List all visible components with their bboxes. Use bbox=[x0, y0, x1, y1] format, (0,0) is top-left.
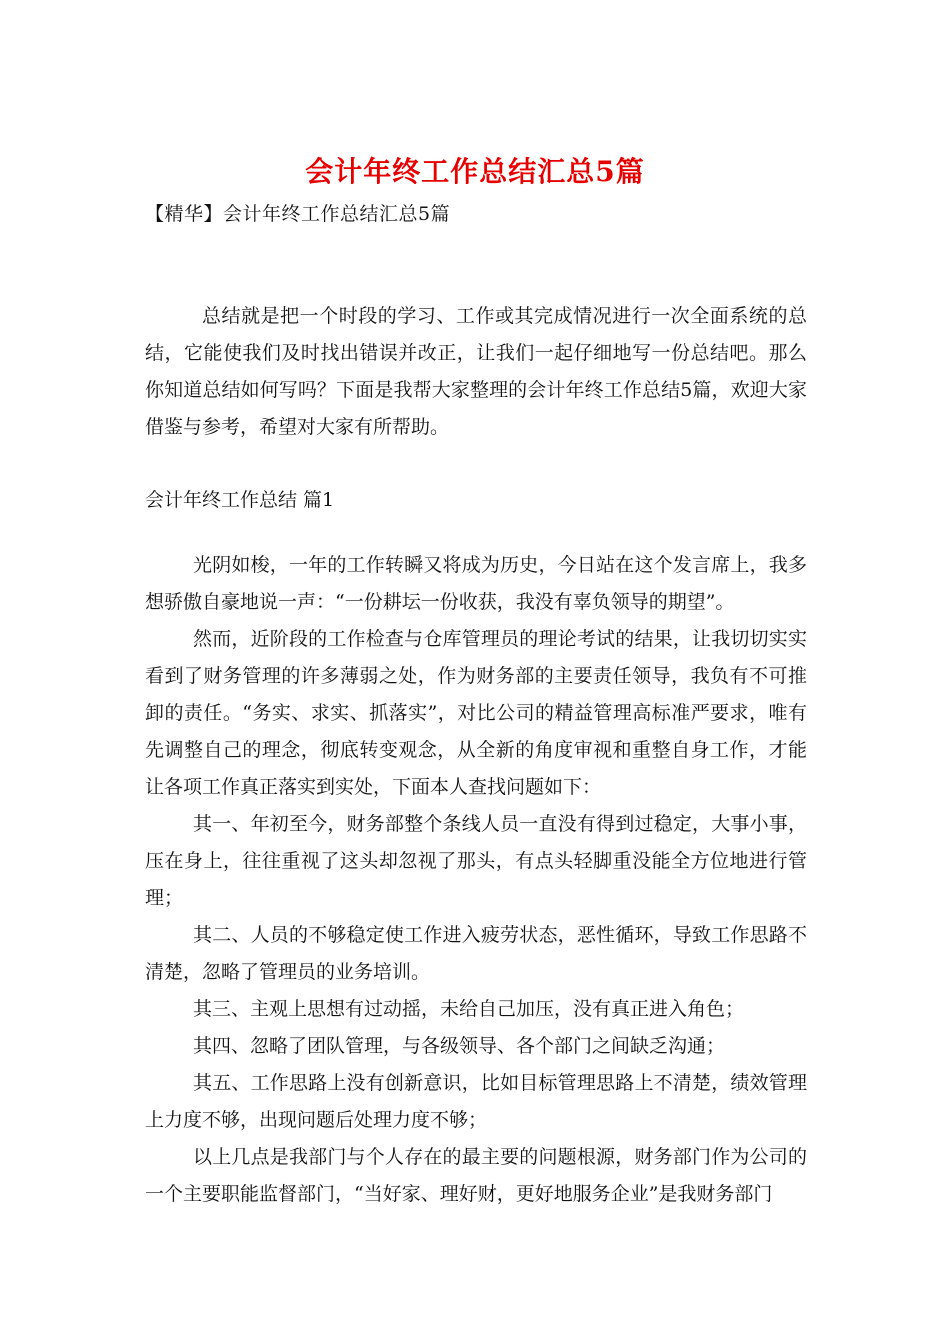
body-paragraph: 然而，近阶段的工作检查与仓库管理员的理论考试的结果，让我切切实实看到了财务管理的许多薄弱之处，作为财务部的主要责任领导，我负有不可推卸的责任。“务实、求实、抓落实”，对比公司的精益管理高标准严要求，唯有先调整自己的理念，彻底转变观念，从全新的角度审视和重整自身工作，才能让各项工作真正落实到实处，下面本人查找问题如下： bbox=[145, 628, 807, 798]
document-title: 会计年终工作总结汇总5篇 bbox=[305, 155, 645, 188]
body-paragraph: 其一、年初至今，财务部整个条线人员一直没有得到过稳定，大事小事，压在身上，往往重视了这头却忽视了那头，有点头轻脚重没能全方位地进行管理； bbox=[145, 813, 807, 909]
section-heading: 会计年终工作总结 篇1 bbox=[145, 489, 335, 511]
document-subtitle: 【精华】会计年终工作总结汇总5篇 bbox=[145, 203, 451, 225]
intro-paragraph: 总结就是把一个时段的学习、工作或其完成情况进行一次全面系统的总结，它能使我们及时找出错误并改正，让我们一起仔细地写一份总结吧。那么你知道总结如何写吗？下面是我帮大家整理的会计年终工作总结5篇，欢迎大家借鉴与参考，希望对大家有所帮助。 bbox=[145, 305, 807, 438]
body-paragraph: 其二、人员的不够稳定使工作进入疲劳状态，恶性循环，导致工作思路不清楚，忽略了管理员的业务培训。 bbox=[145, 924, 807, 983]
body-paragraph: 以上几点是我部门与个人存在的最主要的问题根源，财务部门作为公司的一个主要职能监督部门，“当好家、理好财，更好地服务企业”是我财务部门 bbox=[145, 1146, 807, 1205]
section-body bbox=[145, 547, 807, 1213]
body-paragraph: 其四、忽略了团队管理，与各级领导、各个部门之间缺乏沟通； bbox=[193, 1035, 726, 1057]
body-paragraph: 光阴如梭，一年的工作转瞬又将成为历史，今日站在这个发言席上，我多想骄傲自豪地说一声：“一份耕坛一份收获，我没有辜负领导的期望”。 bbox=[145, 554, 807, 613]
body-paragraph: 其三、主观上思想有过动摇，未给自己加压，没有真正进入角色； bbox=[193, 998, 745, 1020]
body-paragraph: 其五、工作思路上没有创新意识，比如目标管理思路上不清楚，绩效管理上力度不够，出现问题后处理力度不够； bbox=[145, 1072, 807, 1131]
